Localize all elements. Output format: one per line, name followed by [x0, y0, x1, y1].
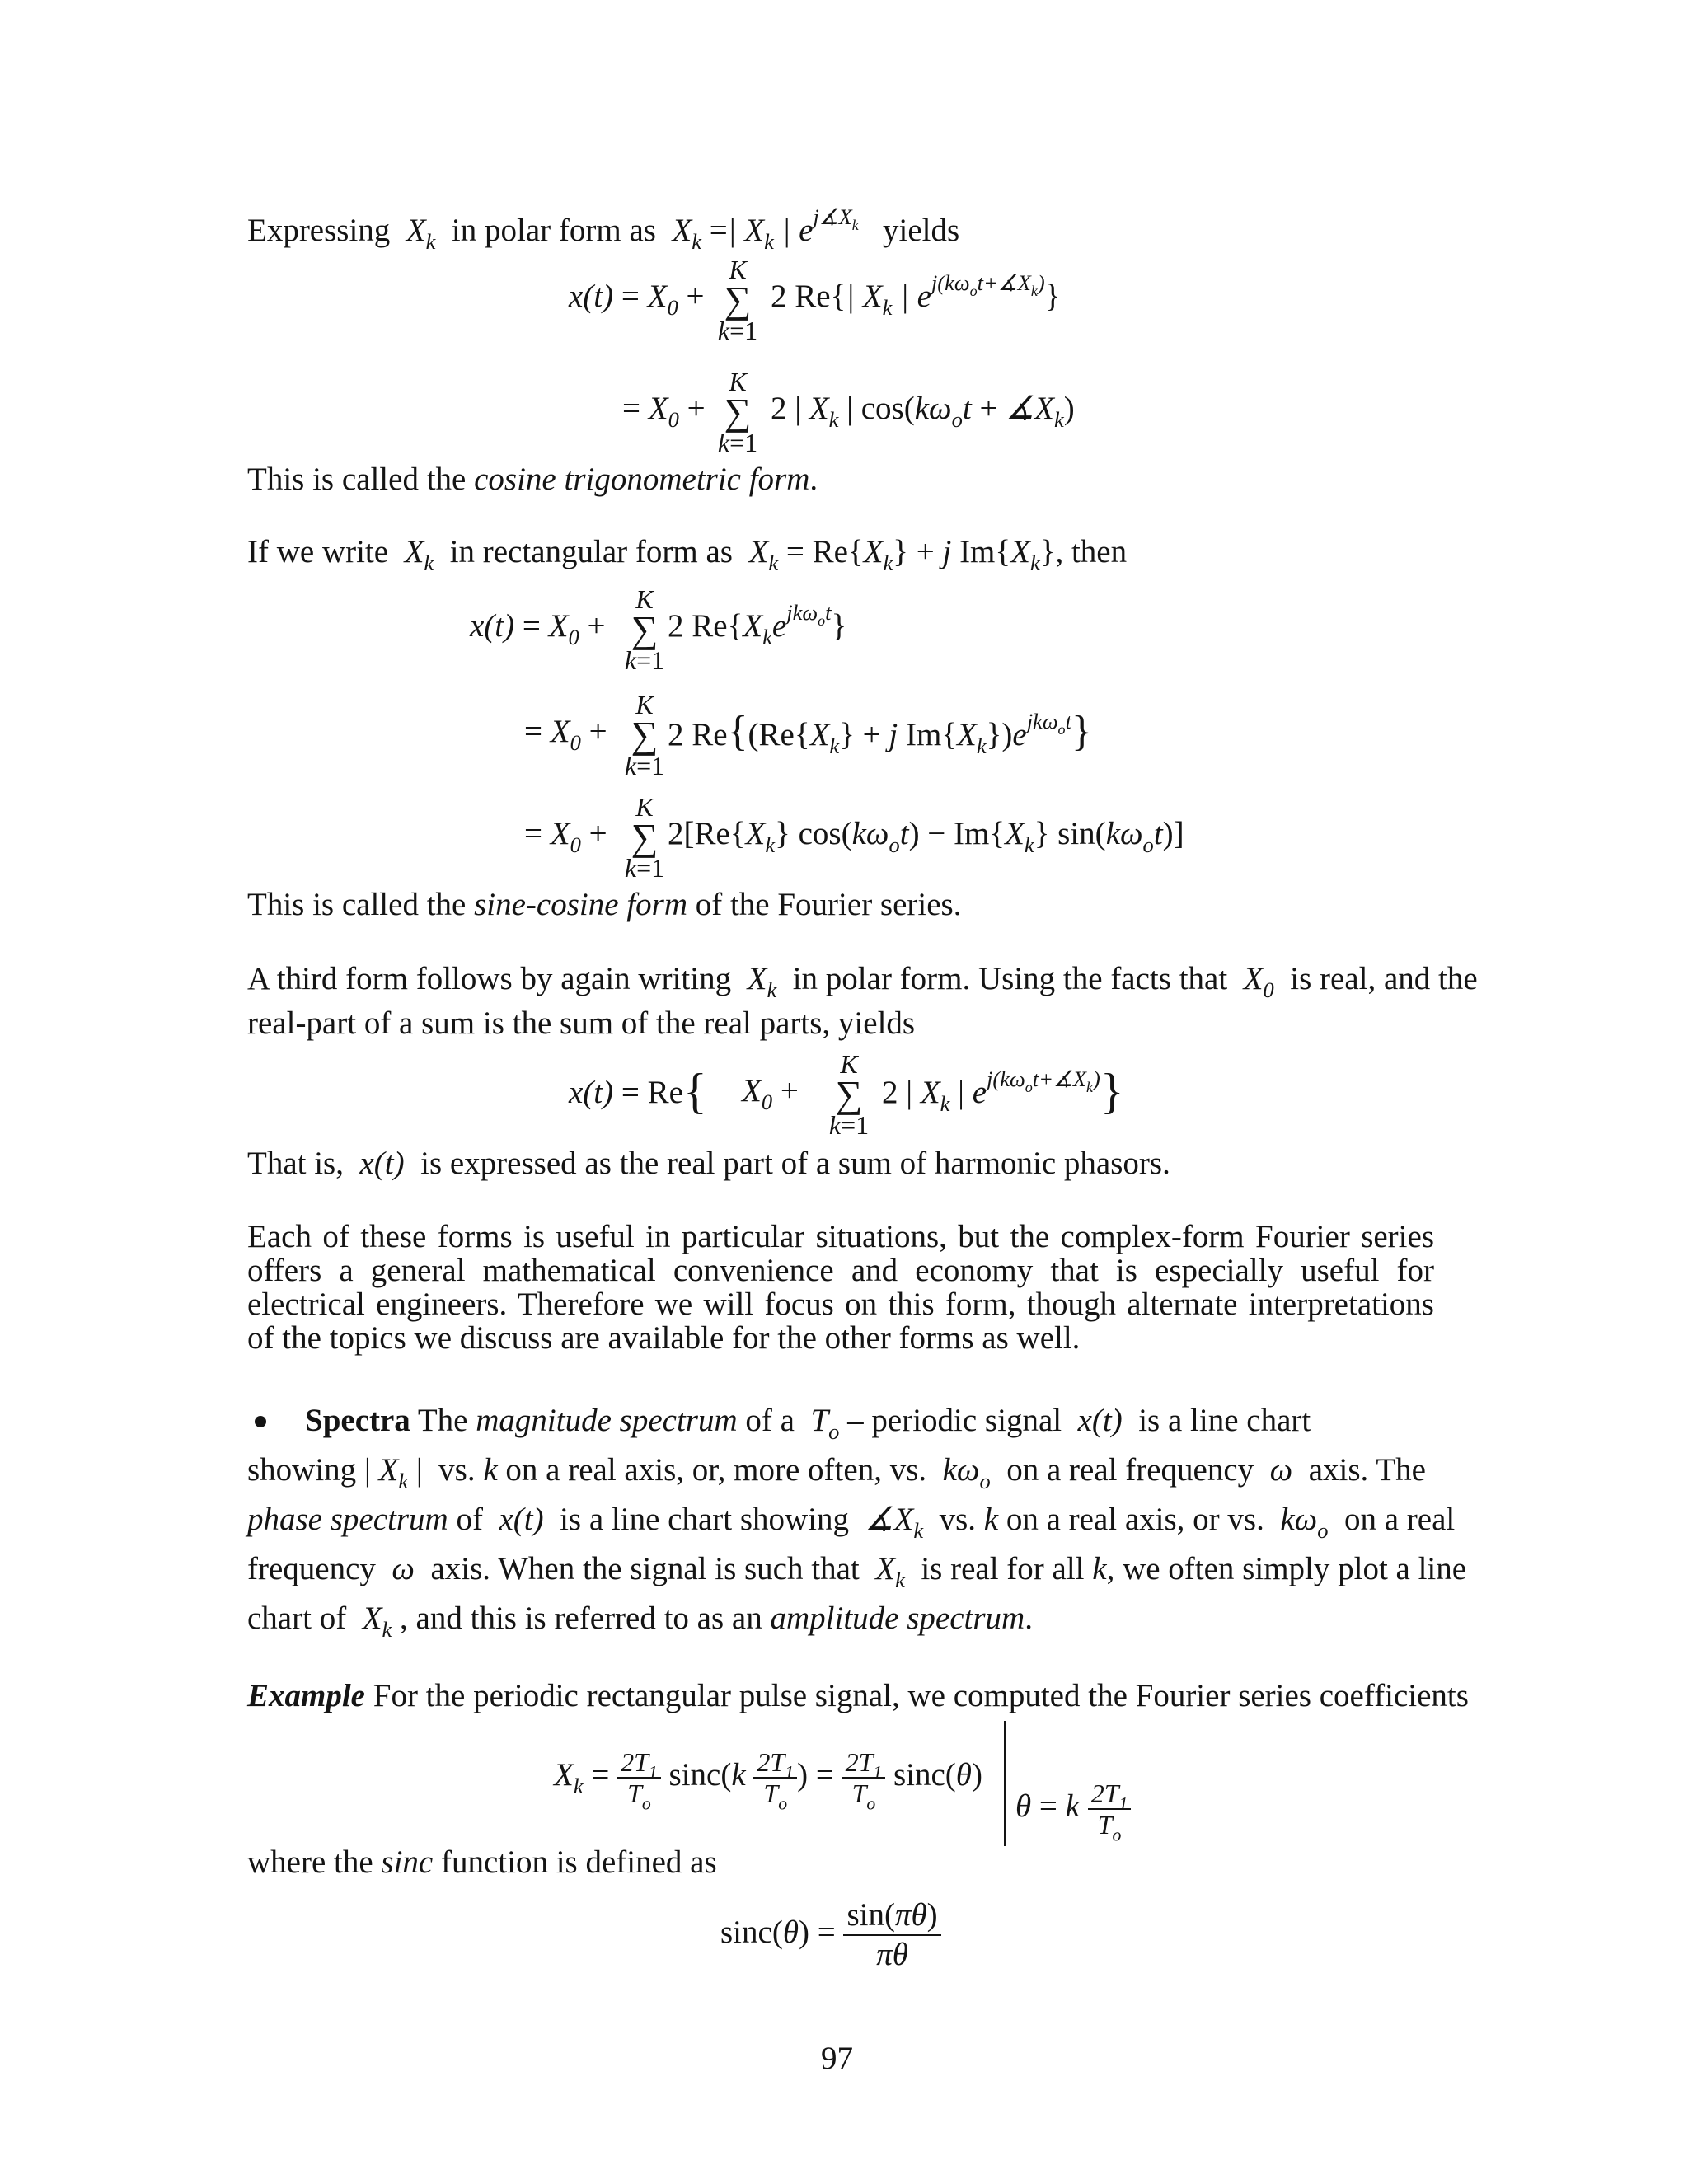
math-x0: $X_0$ — [1235, 961, 1274, 1003]
sinc-definition: sinc(θ) = $\frac{\sin(\pi\theta)}{\pi\theta}$ — [720, 1887, 941, 1978]
eq1b-lhs: = $X_0$ + — [622, 391, 706, 433]
math-rect-form: $X_k = Re\{X_k\} + j$ $Im\{X_k\}$ — [740, 534, 1056, 576]
frac-2t1-to: $\frac{2T_1}{T_o}$ — [617, 1747, 661, 1808]
math-omega: ω — [383, 1551, 423, 1586]
example-label: Example — [247, 1678, 365, 1713]
evaluation-bar — [1004, 1721, 1006, 1846]
spectra-l4-d: , we often simply plot a line — [1106, 1551, 1467, 1586]
para3-line2: real-part of a sum is the sum of the real parts, yields — [247, 1005, 916, 1041]
para3-caption-prefix: That is, — [247, 1146, 344, 1181]
spectra-line4 — [247, 1551, 1467, 1593]
page-number: 97 — [821, 2041, 853, 2076]
spectra-l5-term: amplitude spectrum — [770, 1601, 1025, 1636]
eq2-lhs: $x(t) = X_0$ + — [470, 608, 606, 650]
spectra-line2 — [247, 1452, 1426, 1494]
eq3-rhs: 2 | $X_k$ | $e^{j(k\omega_ot+∡X_k)}$} — [882, 1064, 1124, 1118]
math-xt: x(t) — [1069, 1403, 1131, 1438]
spectra-l3-a: of — [456, 1502, 483, 1537]
math-omega: ω — [1261, 1452, 1301, 1488]
math-to: $T_o$ — [802, 1403, 840, 1445]
example-line — [247, 1678, 1469, 1714]
para1-caption-suffix: . — [809, 462, 818, 497]
spectra-l3-term: phase spectrum — [247, 1502, 448, 1537]
spectra-l2-b: vs. — [438, 1452, 476, 1488]
math-polar-form: $X_k$ =| $X_k$ | $e^{j∡X_k}$ — [663, 204, 859, 255]
bullet-icon — [255, 1416, 266, 1427]
math-xk: $X_k$ — [396, 534, 434, 576]
eq2-sum: K ∑ k=1 — [624, 584, 665, 675]
math-xt: x(t) — [351, 1146, 413, 1181]
math-xk: $X_k$ — [738, 961, 777, 1003]
spectra-l4-k: k — [1092, 1551, 1107, 1586]
para2-caption-prefix: This is called the — [247, 887, 467, 922]
where-term: sinc — [381, 1844, 434, 1880]
spectra-l2-a: showing — [247, 1452, 357, 1488]
frac-2t1-to: $\frac{2T_1}{T_o}$ — [1088, 1779, 1132, 1840]
para1-text-c: yields — [883, 213, 960, 248]
para2-text-c: , then — [1055, 534, 1128, 569]
spectra-l5-c: . — [1025, 1601, 1033, 1636]
eq1-lhs: $x(t) = X_0$ + — [569, 279, 705, 321]
para2-line — [247, 534, 1128, 576]
eq2-rhs: 2 $Re\{X_ke^{jk\omega_ot}\}$ — [668, 600, 847, 650]
para4: Each of these forms is useful in particular situations, but the complex-form Fourier series offers a general mathematical convenience and economy that is especially useful for electrical engineers. Therefore we will focus on this form, though alternate interpretations of the topics we discuss are available for the other forms as well. — [247, 1219, 1434, 1356]
frac-2t1-to: $\frac{2T_1}{T_o}$ — [842, 1747, 886, 1808]
spectra-l3-e: on a real — [1343, 1502, 1456, 1537]
spectra-line3 — [247, 1502, 1456, 1544]
para3-line1-b: in polar form. Using the facts that — [792, 961, 1228, 996]
math-kwo: $k\omega_o$ — [934, 1452, 991, 1494]
para1-text-a: Expressing — [247, 213, 391, 248]
spectra-l3-d: on a real axis, or vs. — [1006, 1502, 1264, 1537]
para2-caption-term: sine-cosine form — [474, 887, 687, 922]
para1-text-b: in polar form as — [451, 213, 656, 248]
spectra-l4-b: axis. When the signal is such that — [430, 1551, 860, 1586]
spectra-l4-a: frequency — [247, 1551, 376, 1586]
math-abs-xk: | $X_k$ | — [363, 1452, 423, 1494]
para2-caption — [247, 887, 961, 923]
para3-line1 — [247, 961, 1478, 1003]
spectra-l3-c: vs. — [939, 1502, 977, 1537]
math-kwo: $k\omega_o$ — [1272, 1502, 1329, 1544]
para2-caption-suffix: of the Fourier series. — [695, 887, 962, 922]
eq2b-sum: K ∑ k=1 — [624, 690, 665, 780]
spectra-l2-e: axis. The — [1308, 1452, 1426, 1488]
eq3-lhs: x(t) = Re{ — [569, 1064, 707, 1118]
para1-caption-prefix: This is called the — [247, 462, 467, 497]
eq1-sum: K ∑ k=1 — [717, 255, 758, 345]
spectra-l4-c: is real for all — [921, 1551, 1085, 1586]
theta-substitution: θ = k $\frac{2T_1}{T_o}$ — [1015, 1772, 1131, 1841]
para2-text-a: If we write — [247, 534, 389, 569]
math-xt: x(t) — [490, 1502, 552, 1537]
eq1-rhs: 2 Re{| $X_k$ | $e^{j(k\omega_ot+∡X_k)}$} — [771, 270, 1061, 321]
spectra-l2-c: on a real axis, or, more often, vs. — [505, 1452, 927, 1488]
spectra-line5 — [247, 1601, 1033, 1643]
math-xk: $X_k$ — [398, 213, 436, 255]
spectra-l1-d: is a line chart — [1138, 1403, 1311, 1438]
spectra-line1 — [305, 1403, 1311, 1445]
frac-sin-pi-theta: $\frac{\sin(\pi\theta)}{\pi\theta}$ — [843, 1896, 940, 1974]
frac-2t1-to: $\frac{2T_1}{T_o}$ — [753, 1747, 797, 1808]
para2-text-b: in rectangular form as — [449, 534, 733, 569]
eq1b-rhs: 2 | $X_k$ | $\cos(k\omega_ot$ + $∡X_k$) — [771, 391, 1075, 433]
para3-line1-c: is real, and the — [1290, 961, 1478, 996]
eq1b-sum: K ∑ k=1 — [717, 367, 758, 457]
eq2b-rhs: 2 $Re\{(Re\{X_k\} + j$ $Im\{X_k\})e^{jk\omega_ot}$} — [668, 708, 1092, 759]
para3-line1-a: A third form follows by again writing — [247, 961, 732, 996]
spectra-l1-b: of a — [745, 1403, 795, 1438]
where-b: function is defined as — [441, 1844, 717, 1880]
where-a: where the — [247, 1844, 373, 1880]
spectra-l1-term: magnitude spectrum — [476, 1403, 738, 1438]
eq2b-lhs: = $X_0$ + — [524, 714, 607, 756]
example-equation: $X_k$ = $\frac{2T_1}{T_o}$ sinc(k $\frac{2T_1}{T_o}$ ) = $\frac{2T_1}{T_o}$ sinc(θ) — [554, 1747, 982, 1814]
math-xk: $X_k$ — [867, 1551, 905, 1593]
eq2c-sum: K ∑ k=1 — [624, 792, 665, 883]
spectra-l2-k: k — [483, 1452, 498, 1488]
eq2c-lhs: = $X_0$ + — [524, 816, 607, 858]
para1-line — [247, 204, 960, 255]
spectra-l5-b: , and this is referred to as an — [400, 1601, 762, 1636]
eq3-sum: K ∑ k=1 — [828, 1049, 870, 1140]
para1-caption — [247, 462, 818, 498]
math-angle-xk: $∡X_k$ — [856, 1502, 924, 1544]
para1-caption-term: cosine trigonometric form — [474, 462, 810, 497]
math-xk: $X_k$ — [354, 1601, 392, 1643]
spectra-l2-d: on a real frequency — [1006, 1452, 1254, 1488]
para3-caption-suffix: is expressed as the real part of a sum of harmonic phasors. — [420, 1146, 1170, 1181]
spectra-l5-a: chart of — [247, 1601, 347, 1636]
spectra-l1-a: The — [417, 1403, 468, 1438]
spectra-heading: Spectra — [305, 1403, 410, 1438]
para3-caption — [247, 1146, 1170, 1182]
where-line — [247, 1844, 717, 1881]
eq2c-rhs: $2[Re\{X_k\} \cos(k\omega_ot) - Im\{X_k\}$ $\sin(k\omega_ot)$] — [668, 816, 1184, 858]
spectra-l1-c: – periodic signal — [847, 1403, 1062, 1438]
spectra-l3-b: is a line chart showing — [560, 1502, 850, 1537]
eq3-x0: $X_0$ + — [742, 1073, 799, 1115]
example-text: For the periodic rectangular pulse signal, we computed the Fourier series coefficients — [373, 1678, 1469, 1713]
spectra-l3-k: k — [983, 1502, 999, 1537]
